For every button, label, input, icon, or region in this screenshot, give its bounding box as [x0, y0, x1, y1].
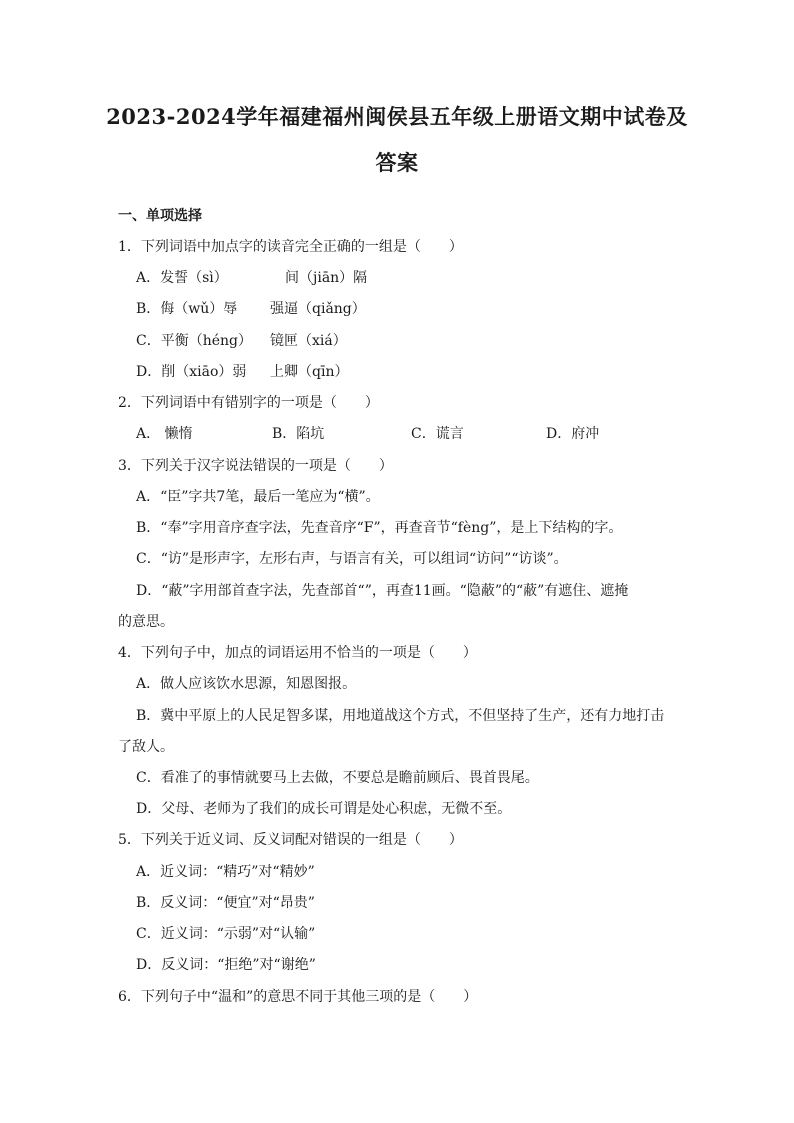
document-title-line-2: 答案: [375, 150, 419, 175]
question-2-stem: 2．下列词语中有错别字的一项是（ ）: [118, 395, 379, 411]
question-6-stem: 6．下列句子中“温和”的意思不同于其他三项的是（ ）: [118, 989, 478, 1005]
question-4-option-b: B．冀中平原上的人民足智多谋，用地道战这个方式，不但坚持了生产，还有力地打击: [136, 708, 665, 724]
question-5-option-b: B．反义词：“便宜”对“昂贵”: [136, 895, 315, 911]
question-5-option-d: D．反义词：“拒绝”对“谢绝”: [136, 957, 316, 973]
question-4-option-c: C．看准了的事情就要马上去做，不要总是瞻前顾后、畏首畏尾。: [136, 770, 539, 786]
section-heading: 一、单项选择: [118, 208, 202, 224]
question-4-option-b-continued: 了敌人。: [118, 739, 174, 755]
question-1-option-b-word2: 强逼（qiǎng）: [270, 301, 366, 317]
question-3-option-b: B．“奉”字用音序查字法，先查音序“F”，再查音节“fèng”，是上下结构的字。: [136, 520, 623, 536]
question-2-option-b: B．陷坑: [272, 426, 325, 442]
question-4-option-d: D．父母、老师为了我们的成长可谓是处心积虑，无微不至。: [136, 801, 512, 817]
question-5-option-a: A．近义词：“精巧”对“精妙”: [136, 864, 315, 880]
question-3-option-a: A．“臣”字共7笔，最后一笔应为“横”。: [136, 489, 380, 505]
question-1-option-b: B．侮（wǔ）辱: [136, 301, 238, 317]
question-3-option-d-continued: 的意思。: [118, 614, 174, 630]
question-1-option-c-word2: 镜匣（xiá）: [270, 333, 347, 349]
question-1-option-d: D．削（xiāo）弱: [136, 364, 247, 380]
question-2-option-a: A． 懒惰: [136, 426, 193, 442]
question-3-option-d: D．“蔽”字用部首查字法，先查部首“”，再查11画。“隐蔽”的“蔽”有遮住、遮掩: [136, 583, 629, 599]
question-5-option-c: C．近义词：“示弱”对“认输”: [136, 926, 316, 942]
question-5-stem: 5．下列关于近义词、反义词配对错误的一组是（ ）: [118, 832, 463, 848]
question-1-option-a-word2: 间（jiān）隔: [285, 270, 368, 286]
question-1-stem: 1．下列词语中加点字的读音完全正确的一组是（ ）: [118, 239, 463, 255]
question-4-option-a: A．做人应该饮水思源，知恩图报。: [136, 676, 357, 692]
question-4-stem: 4．下列句子中，加点的词语运用不恰当的一项是（ ）: [118, 645, 477, 661]
question-3-stem: 3．下列关于汉字说法错误的一项是（ ）: [118, 458, 393, 474]
question-2-option-d: D．府冲: [546, 426, 600, 442]
document-title-line-1: 2023-2024学年福建福州闽侯县五年级上册语文期中试卷及: [106, 104, 688, 129]
question-1-option-c: C．平衡（héng）: [136, 333, 252, 349]
question-1-option-a: A．发誓（sì）: [136, 270, 228, 286]
question-3-option-c: C．“访”是形声字，左形右声，与语言有关，可以组词“访问”“访谈”。: [136, 551, 568, 567]
question-2-option-c: C．谎言: [411, 426, 464, 442]
question-1-option-d-word2: 上卿（qīn）: [270, 364, 349, 380]
